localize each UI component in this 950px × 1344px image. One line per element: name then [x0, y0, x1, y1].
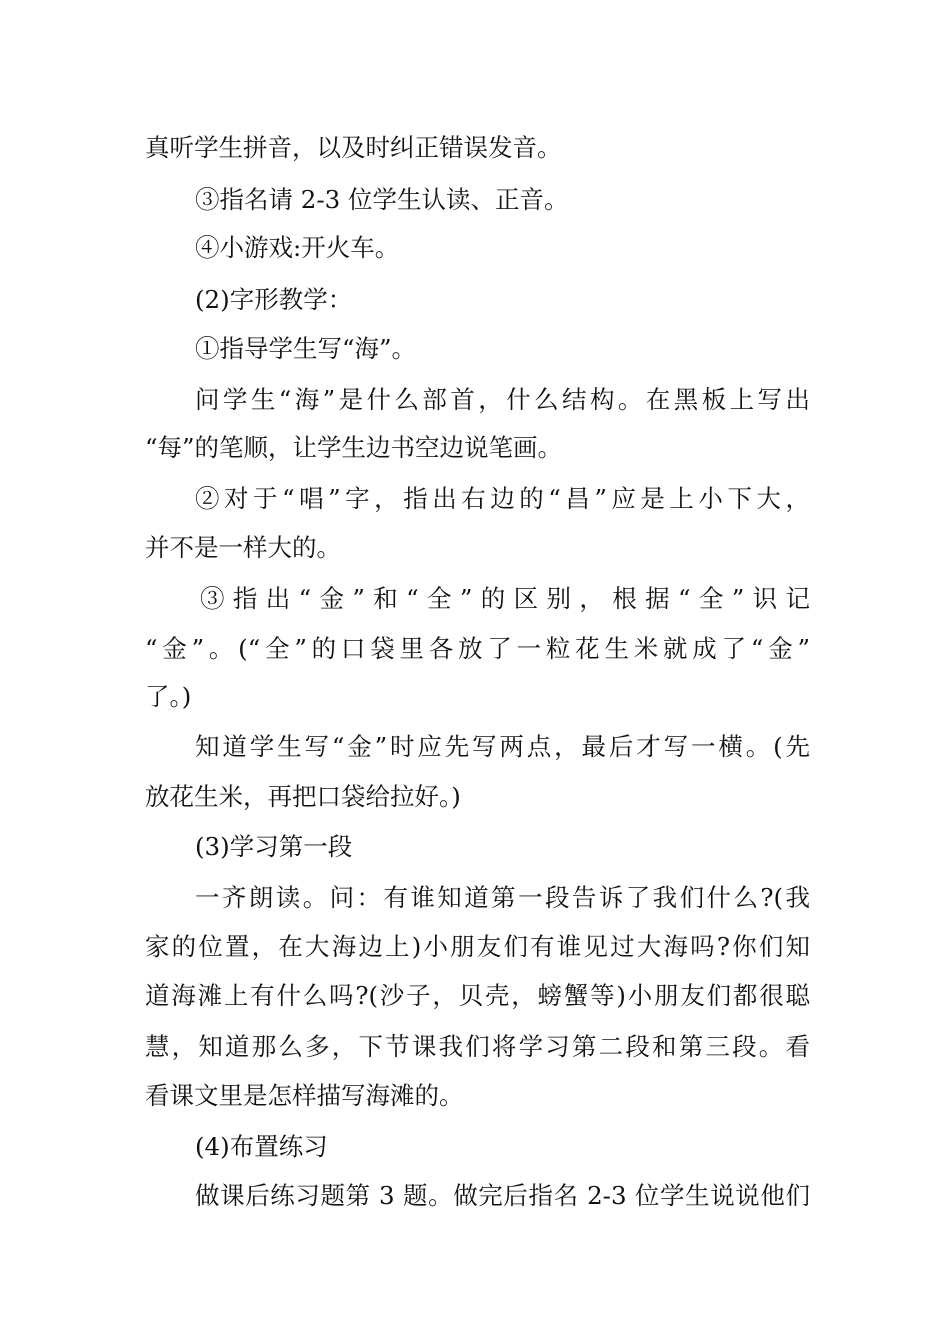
text-line: 了。) — [145, 682, 192, 711]
section-heading: (4)布置练习 — [195, 1132, 328, 1161]
text-line: 家的位置，在大海边上)小朋友们有谁见过大海吗?你们知 — [145, 932, 810, 961]
text-line: 一齐朗读。问：有谁知道第一段告诉了我们什么?(我 — [195, 883, 810, 912]
text-line: 放花生米，再把口袋给拉好。) — [145, 782, 461, 811]
section-heading: (3)学习第一段 — [195, 832, 353, 861]
text-line: 做课后练习题第 3 题。做完后指名 2-3 位学生说说他们 — [195, 1181, 810, 1210]
text-line: 慧，知道那么多，下节课我们将学习第二段和第三段。看 — [145, 1032, 810, 1061]
text-line: ③指出“金”和“全”的区别，根据“全”识记 — [200, 584, 810, 613]
text-line: ②对于“唱”字，指出右边的“昌”应是上小下大， — [195, 484, 810, 513]
text-line: ④小游戏:开火车。 — [195, 233, 400, 262]
text-line: 知道学生写“金”时应先写两点，最后才写一横。(先 — [195, 732, 810, 761]
text-line: 并不是一样大的。 — [145, 533, 341, 562]
text-line: “每”的笔顺，让学生边书空边说笔画。 — [145, 433, 563, 462]
text-line: ①指导学生写“海”。 — [195, 334, 417, 363]
text-line: “金”。(“全”的口袋里各放了一粒花生米就成了“金” — [145, 634, 810, 663]
text-line: ③指名请 2-3 位学生认读、正音。 — [195, 185, 569, 214]
text-line: 真听学生拼音，以及时纠正错误发音。 — [145, 133, 562, 162]
text-line: 问学生“海”是什么部首，什么结构。在黑板上写出 — [195, 385, 810, 414]
section-heading: (2)字形教学： — [195, 285, 353, 314]
text-line: 看课文里是怎样描写海滩的。 — [145, 1081, 464, 1110]
text-line: 道海滩上有什么吗?(沙子，贝壳，螃蟹等)小朋友们都很聪 — [145, 981, 810, 1010]
